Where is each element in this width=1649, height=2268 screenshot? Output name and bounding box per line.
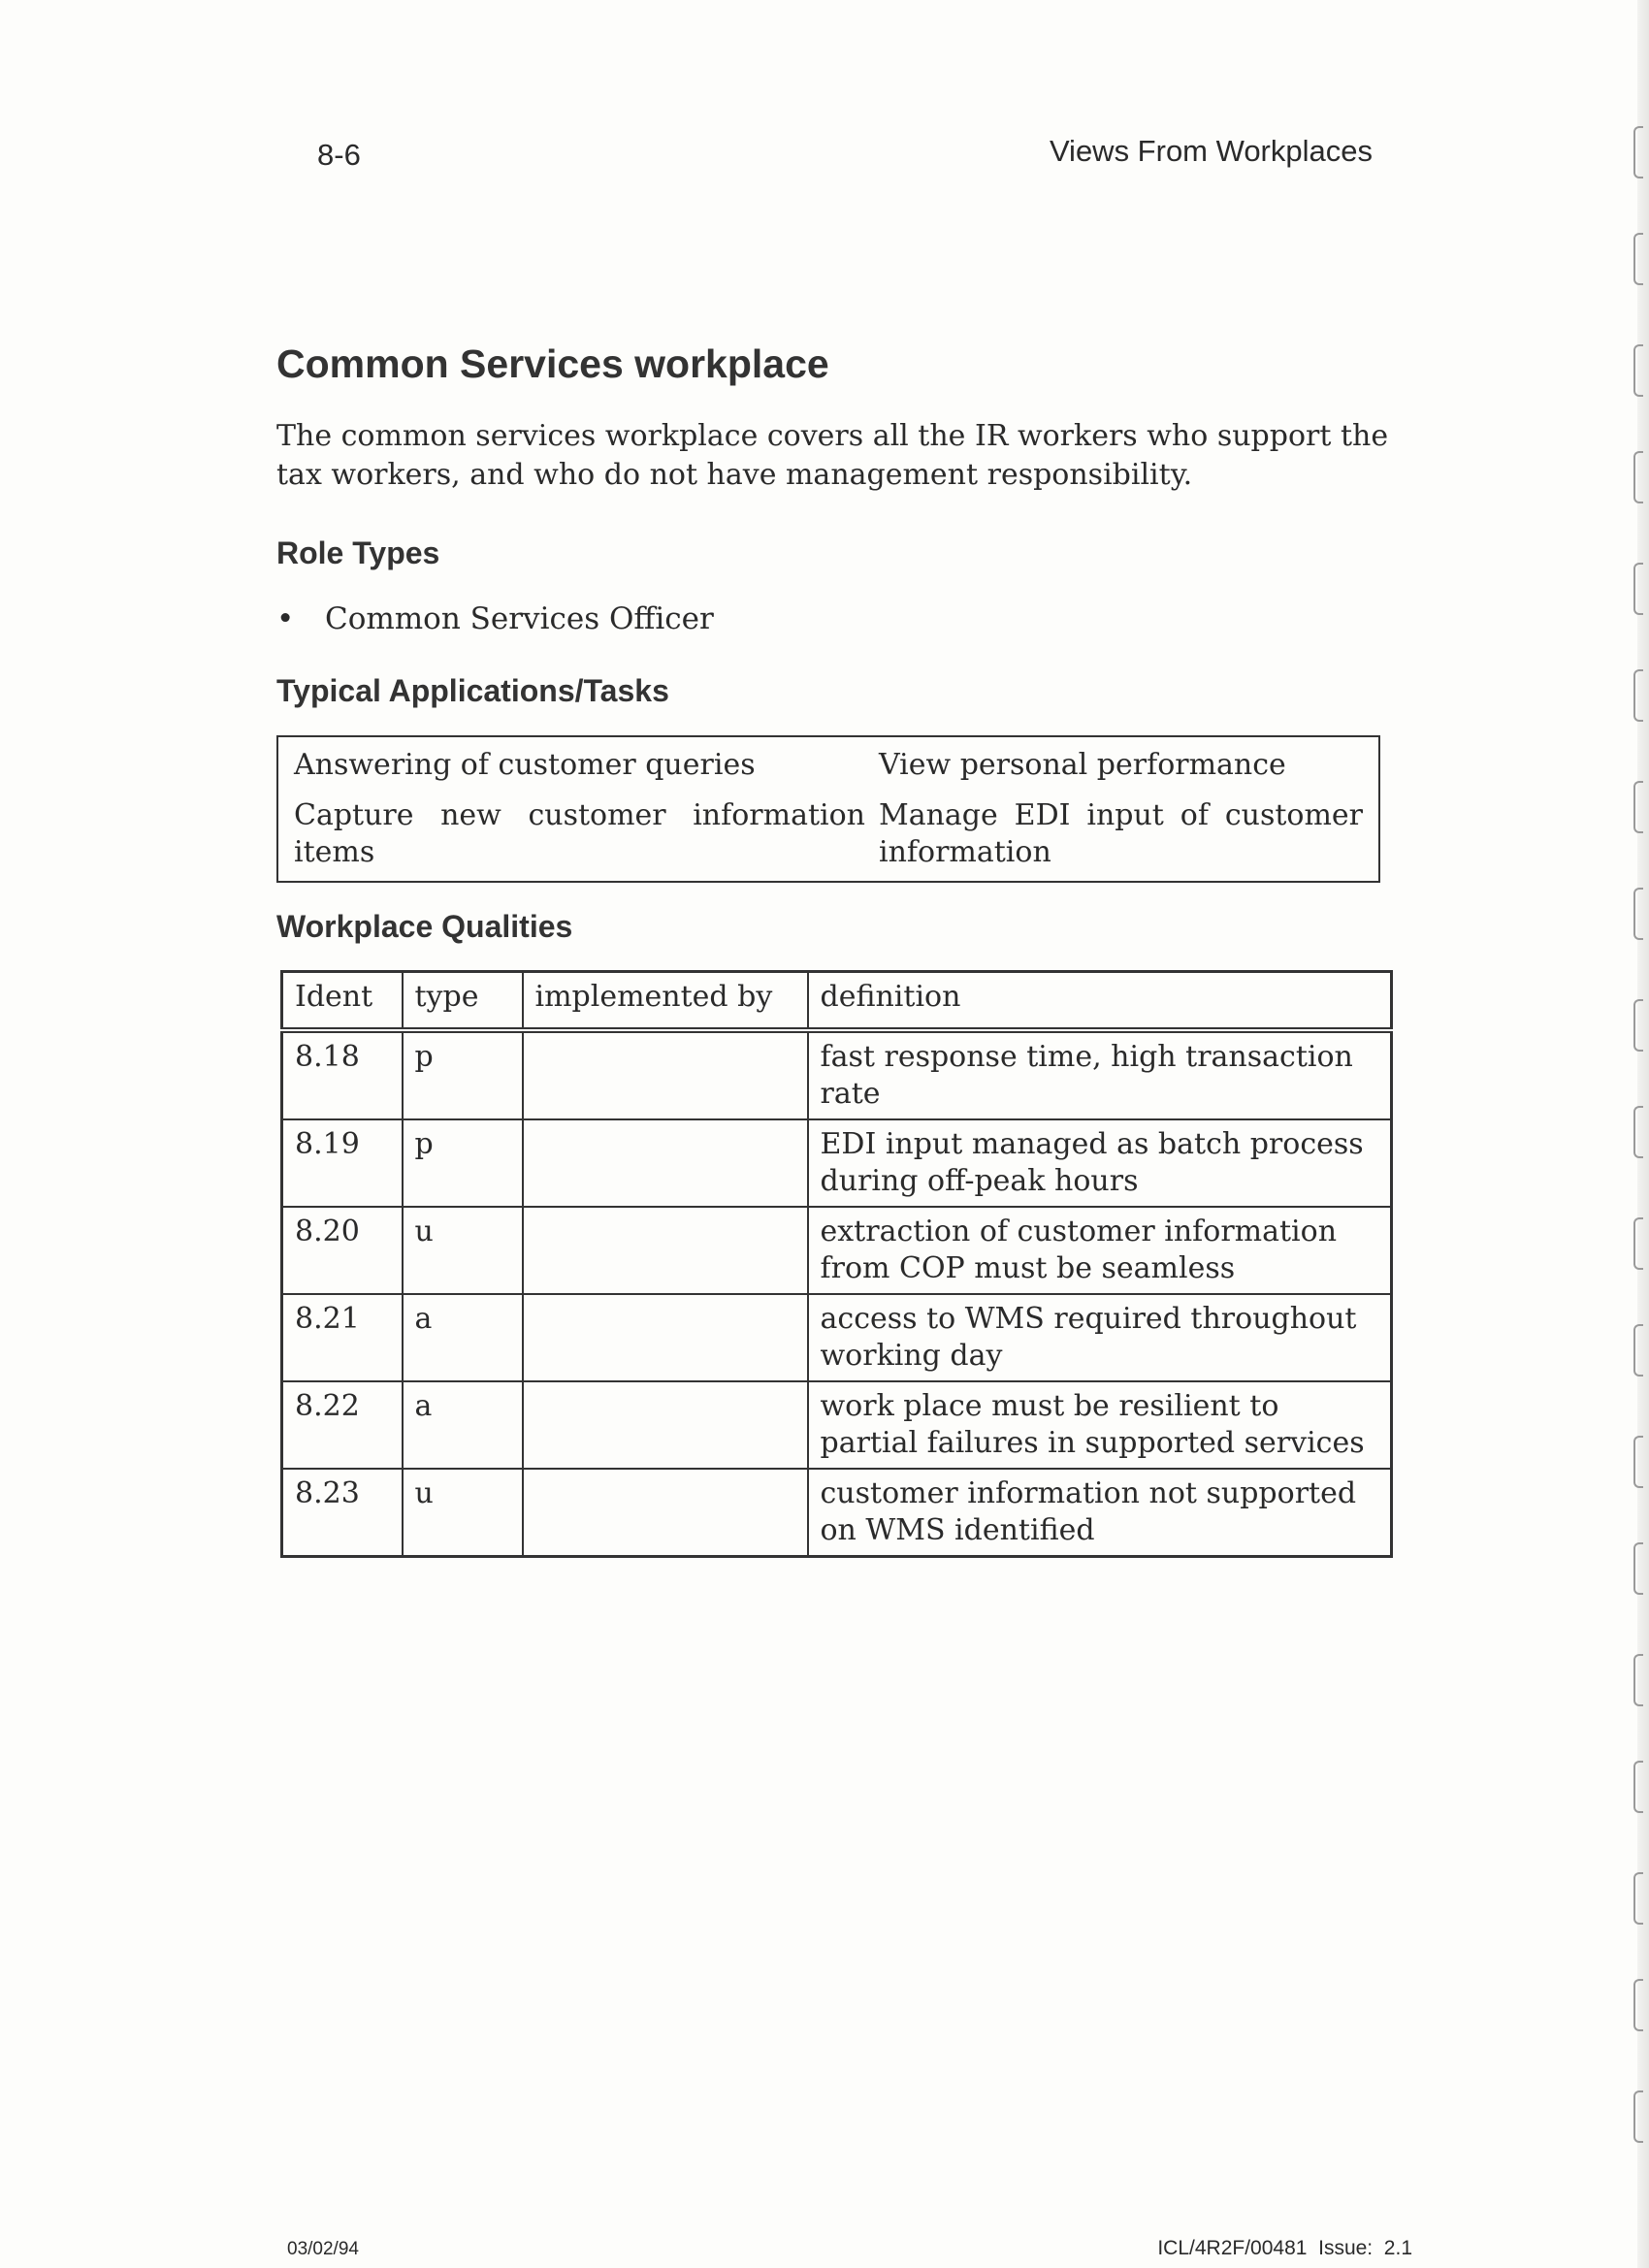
table-row [282,1207,1392,1294]
list-item: • Common Services Officer [276,601,714,636]
ident-cell: 8.18 [282,1030,403,1119]
implemented-by-cell [523,1030,808,1119]
role-types-list [276,601,714,636]
ident-cell: 8.22 [282,1381,403,1469]
role-types-heading: Role Types [276,535,440,570]
type-cell: a [403,1381,523,1469]
table-row [282,1469,1392,1557]
column-header-definition: definition [808,972,1392,1031]
definition-cell: access to WMS required throughout working day [808,1294,1392,1381]
workplace-qualities-table [280,970,1393,1558]
implemented-by-cell [523,1381,808,1469]
table-row [282,1119,1392,1207]
footer-doc-ref: ICL/4R2F/00481 Issue: 2.1 [1157,2237,1412,2259]
workplace-qualities-heading: Workplace Qualities [276,909,573,944]
ident-cell: 8.23 [282,1469,403,1557]
typical-applications-box [276,735,1380,883]
task-item: View personal performance [879,748,1286,782]
task-item: Answering of customer queries [294,748,756,782]
task-item: Capture new customer information items [294,798,865,869]
definition-cell: extraction of customer information from COP must be seamless [808,1207,1392,1294]
table-header-row [282,972,1392,1031]
footer-date: 03/02/94 [287,2239,359,2259]
ident-cell: 8.20 [282,1207,403,1294]
typical-applications-heading: Typical Applications/Tasks [276,673,669,708]
column-header-implemented-by: implemented by [523,972,808,1031]
implemented-by-cell [523,1294,808,1381]
ident-cell: 8.21 [282,1294,403,1381]
ident-cell: 8.19 [282,1119,403,1207]
section-title: Common Services workplace [276,341,829,386]
table-row [282,1294,1392,1381]
definition-cell: fast response time, high transaction rate [808,1030,1392,1119]
type-cell: u [403,1469,523,1557]
definition-cell: work place must be resilient to partial failures in supported services [808,1381,1392,1469]
table-row [282,1381,1392,1469]
page-number: 8-6 [317,138,361,172]
type-cell: a [403,1294,523,1381]
table-row [282,1030,1392,1119]
implemented-by-cell [523,1119,808,1207]
type-cell: u [403,1207,523,1294]
type-cell: p [403,1119,523,1207]
implemented-by-cell [523,1469,808,1557]
implemented-by-cell [523,1207,808,1294]
type-cell: p [403,1030,523,1119]
column-header-type: type [403,972,523,1031]
definition-cell: customer information not supported on WMS identified [808,1469,1392,1557]
column-header-ident: Ident [282,972,403,1031]
task-item: Manage EDI input of customer information [879,798,1363,869]
definition-cell: EDI input managed as batch process during off-peak hours [808,1119,1392,1207]
section-intro: The common services workplace covers all the IR workers who support the tax workers, and who do not have management responsibility. [276,419,1389,492]
running-header: Views From Workplaces [1049,134,1373,168]
